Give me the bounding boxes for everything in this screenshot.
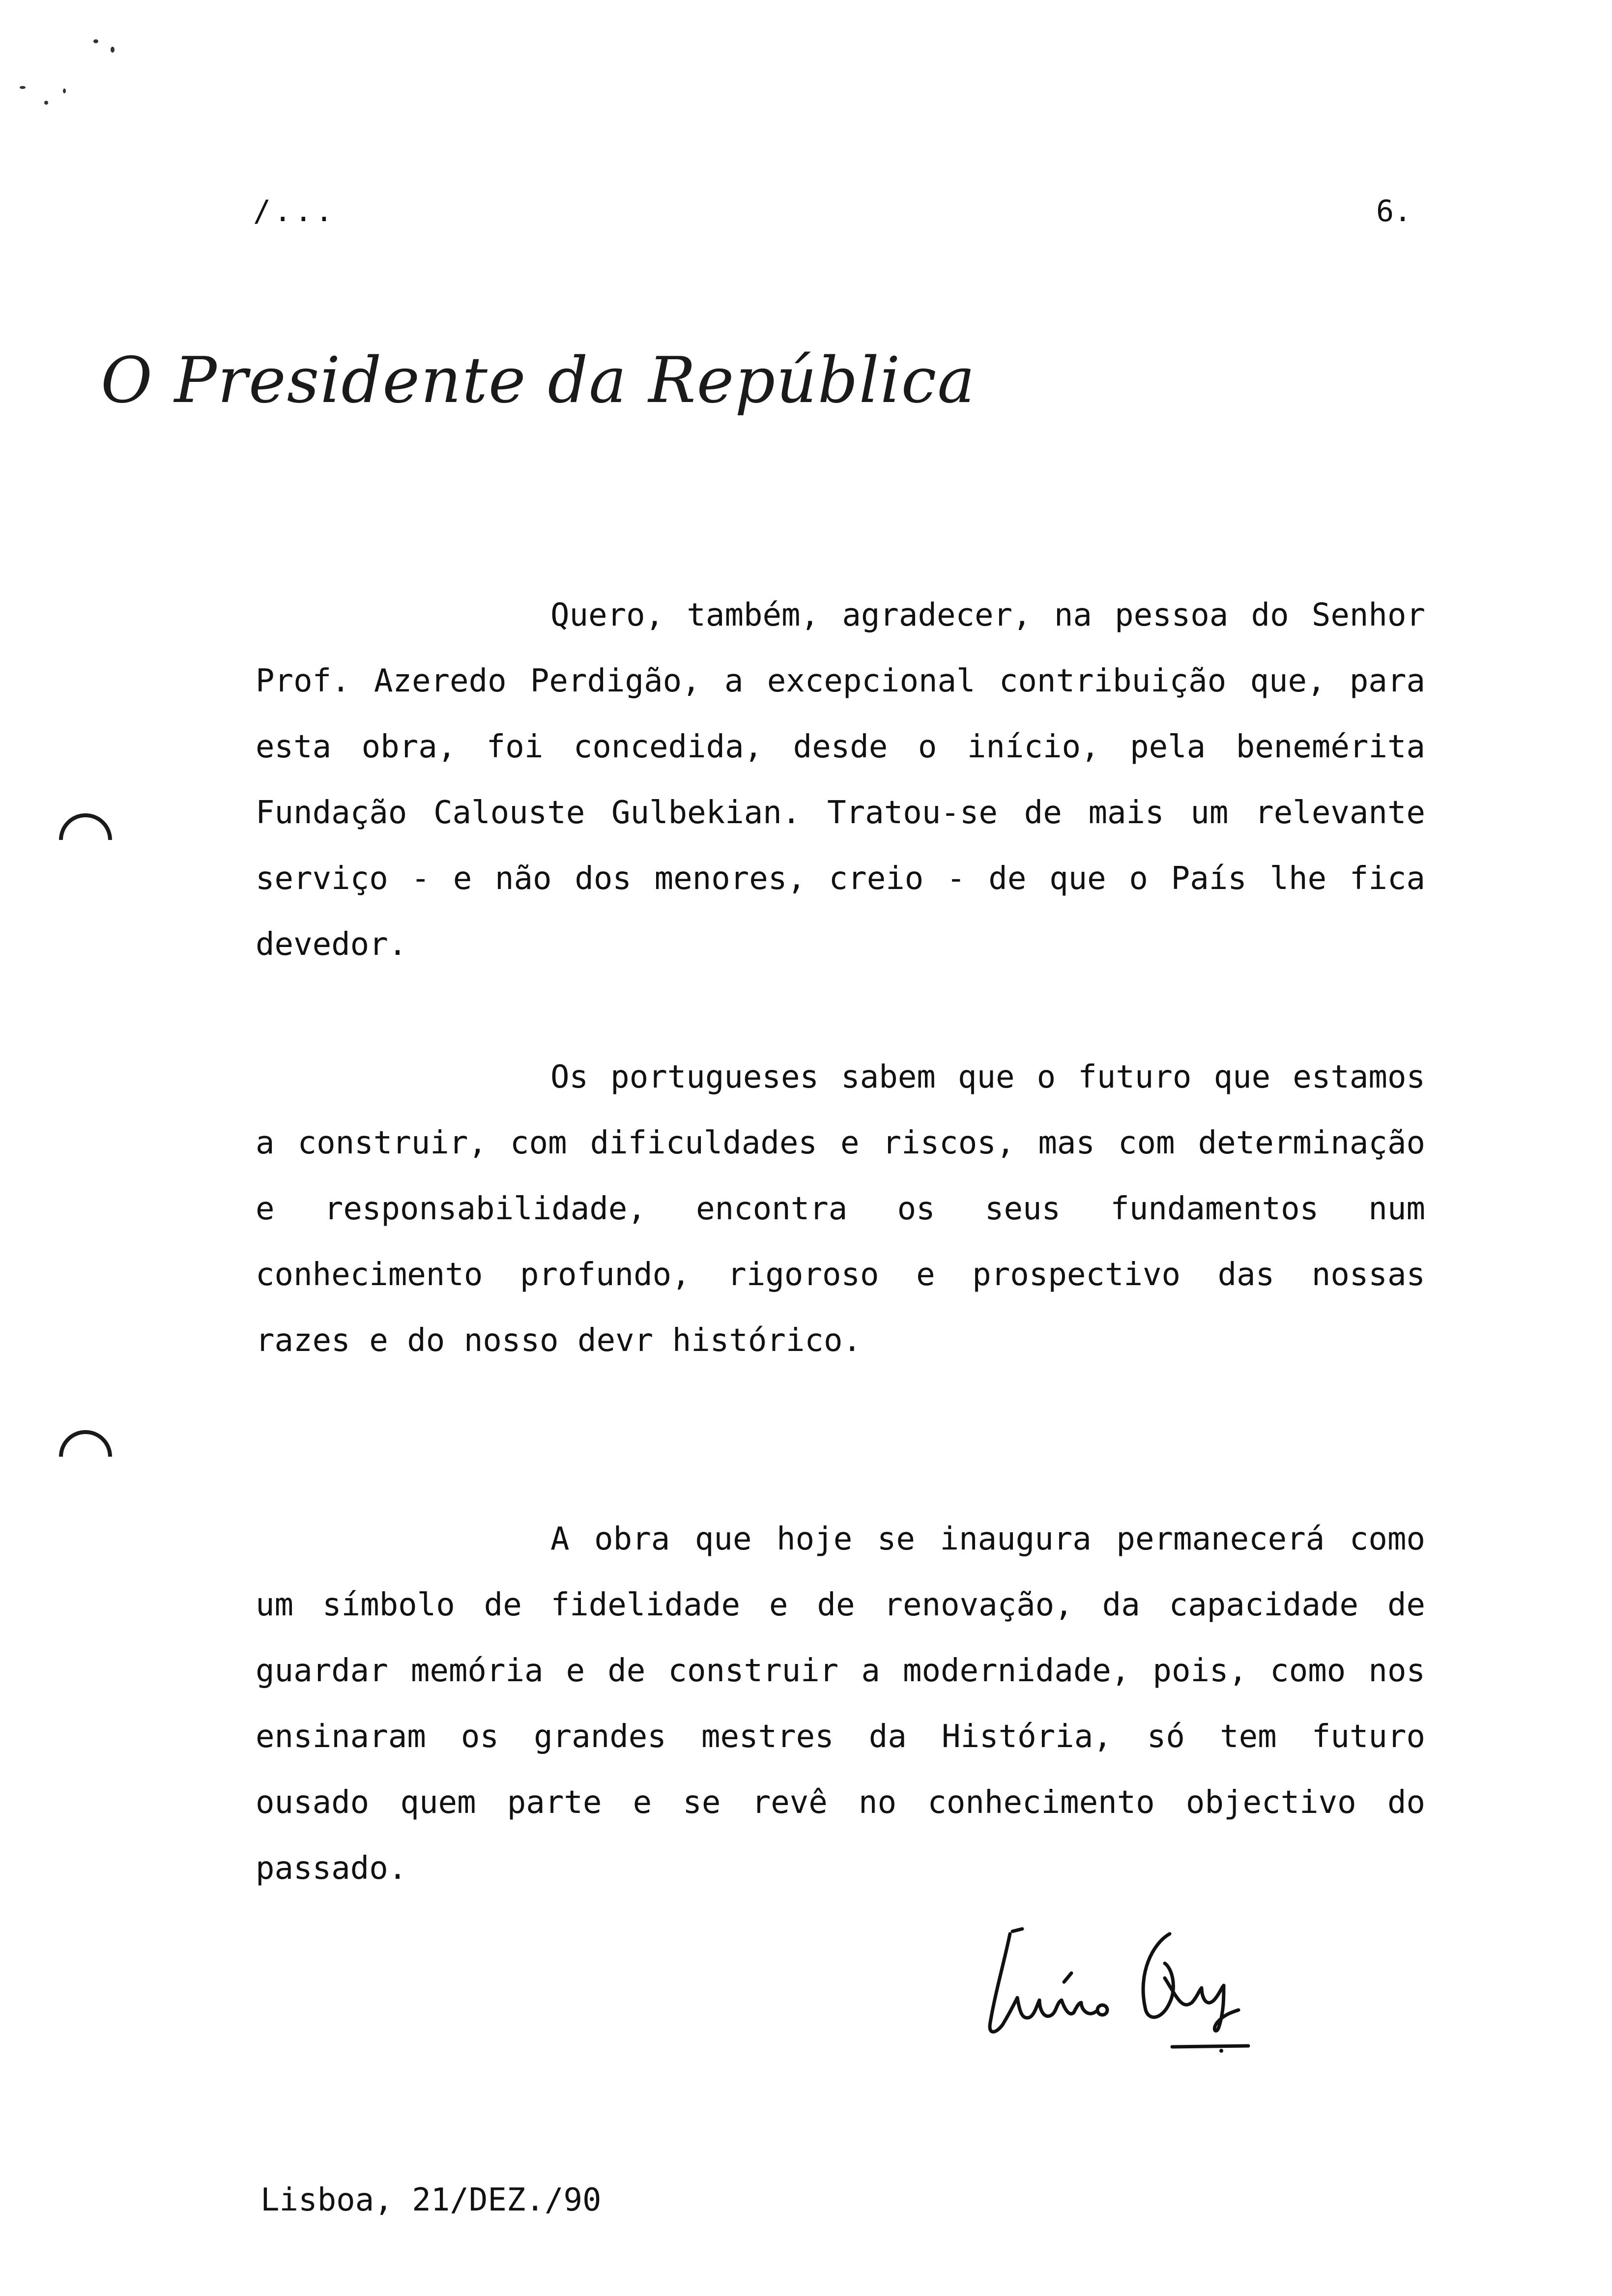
body-paragraph-3 — [256, 1506, 1425, 1901]
body-paragraph-1 — [256, 582, 1425, 977]
scan-speck — [44, 101, 48, 105]
paragraph-text: Os portugueses sabem que o futuro que estamos a construir, com dificuldades e riscos, mas com determinação e responsabilidade, encontra os seus fundamentos num conhecimento profundo, rigoroso e prospectivo das nossas razes e do nosso devr histórico. — [256, 1059, 1425, 1359]
continuation-mark: /... — [253, 194, 336, 229]
punch-hole-mark — [48, 1419, 123, 1494]
paragraph-text: A obra que hoje se inaugura permanecerá como um símbolo de fidelidade e de renovação, da capacidade de guardar memória e de construir a modernidade, pois, como nos ensinaram os grandes mestres da História, só tem futuro ousado quem parte e se revê no conhecimento objectivo do passado. — [256, 1521, 1425, 1887]
body-paragraph-2 — [256, 1044, 1425, 1374]
punch-hole-mark — [48, 803, 123, 878]
paragraph-text: Quero, também, agradecer, na pessoa do Senhor Prof. Azeredo Perdigão, a excepcional contribuição que, para esta obra, foi concedida, desde o início, pela benemérita Fundação Calouste Gulbekian. Tratou-se de mais um relevante serviço - e não dos menores, creio - de que o País lhe fica devedor. — [256, 597, 1425, 963]
scan-speck — [20, 86, 26, 89]
scan-speck — [93, 39, 98, 43]
scan-speck — [63, 88, 66, 93]
page-number: 6. — [1376, 194, 1412, 229]
letterhead-title: O Presidente da República — [101, 344, 976, 417]
scan-speck — [111, 47, 115, 53]
signature — [976, 1924, 1251, 2062]
place-and-date: Lisboa, 21/DEZ./90 — [260, 2182, 602, 2218]
